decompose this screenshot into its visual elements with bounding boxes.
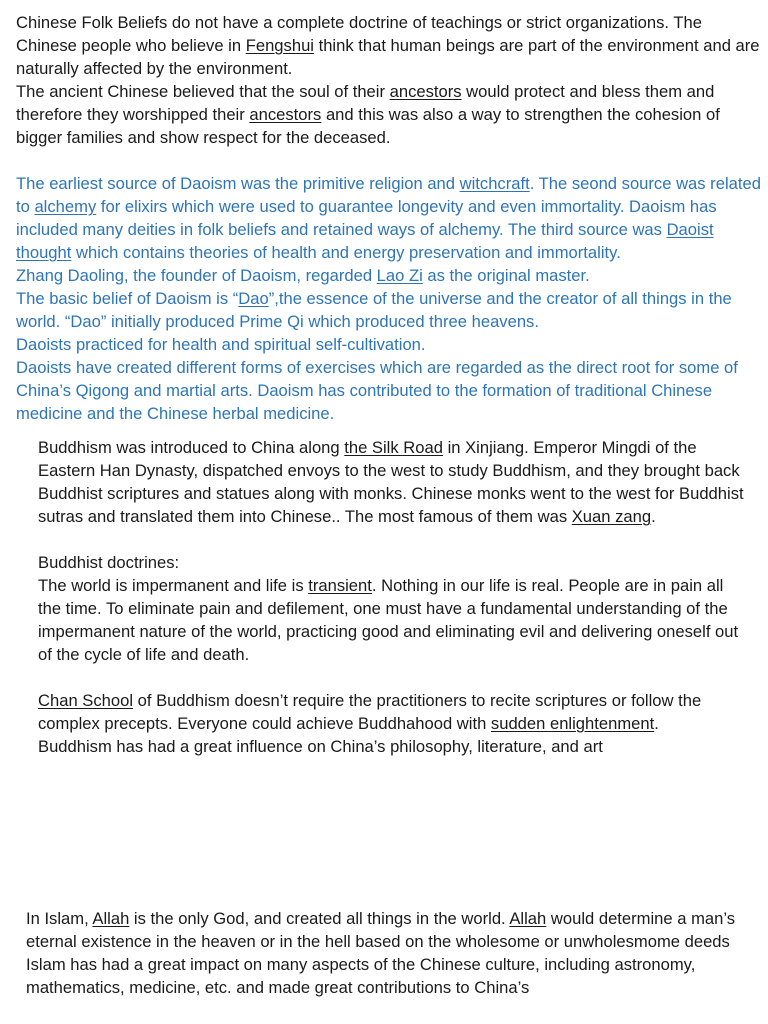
text-run: Zhang Daoling, the founder of Daoism, regarded [16, 266, 377, 285]
paragraph-gap [38, 528, 750, 551]
dao-link[interactable]: Dao [238, 289, 269, 308]
text-run: of Buddhism doesn’t require the practitioners to recite scriptures or follow the complex precepts. Everyone could achieve Buddhahood with [38, 691, 702, 733]
folk-beliefs-section [16, 11, 764, 149]
text-run: In Islam, [26, 909, 93, 928]
sudden-enlightenment-link[interactable]: sudden enlightenment [490, 714, 655, 733]
folk-paragraph-2 [16, 80, 764, 149]
text-run: . The seond source was related to [16, 174, 761, 216]
text-run: for elixirs which were used to guarantee longevity and even immortality. Daoism has included many deities in folk beliefs and retained ways of alchemy. The third source was [16, 197, 717, 239]
text-run: The world is impermanent and life is [38, 576, 309, 595]
buddhism-doctrines-heading: Buddhist doctrines: [38, 553, 180, 572]
alchemy-link[interactable]: alchemy [34, 197, 97, 216]
allah-link[interactable]: Allah [92, 909, 130, 928]
text-run: would protect and bless them and therefore they worshipped their [16, 82, 715, 124]
dao-paragraph-5: Daoists have created different forms of exercises which are regarded as the direct root for some of China’s Qigong and martial arts. Daoism has contributed to the formation of traditional Chinese medicine and the Chinese herbal medicine. [16, 358, 738, 423]
text-run: ”,the essence of the universe and the creator of all things in the world. “Dao” initially produced Prime Qi which produced three heavens. [16, 289, 732, 331]
text-run: think that human beings are part of the environment and are naturally affected by the environment. [16, 36, 760, 78]
text-run: is the only God, and created all things in the world. [129, 909, 510, 928]
text-run: would determine a man’s eternal existence in the heaven or in the hell based on the wholesome or unwholesmome deeds [26, 909, 736, 951]
daoism-section [16, 172, 766, 425]
chan-school-link[interactable]: Chan School [38, 691, 134, 710]
dao-paragraph-2 [16, 264, 766, 287]
text-run: as the original master. [422, 266, 590, 285]
dao-paragraph-3 [16, 287, 766, 333]
buddhism-section [38, 436, 750, 758]
text-run: . [651, 507, 656, 526]
text-run: The ancient Chinese believed that the soul of their [16, 82, 390, 101]
witchcraft-link[interactable]: witchcraft [459, 174, 530, 193]
text-run: which contains theories of health and energy preservation and immortality. [71, 243, 621, 262]
islam-paragraph-2: Islam has had a great impact on many aspects of the Chinese culture, including astronomy, mathematics, medicine, etc. and made great contributions to China’s [26, 955, 696, 997]
buddhism-paragraph-5: Buddhism has had a great influence on China’s philosophy, literature, and art [38, 737, 603, 756]
buddhism-paragraph-3 [38, 574, 750, 666]
buddhism-paragraph-1 [38, 436, 750, 528]
fengshui-link[interactable]: Fengshui [245, 36, 314, 55]
text-run: The basic belief of Daoism is “ [16, 289, 239, 308]
lao-zi-link[interactable]: Lao Zi [376, 266, 423, 285]
silk-road-link[interactable]: the Silk Road [344, 438, 443, 457]
dao-paragraph-4: Daoists practiced for health and spiritual self-cultivation. [16, 335, 426, 354]
text-run: in Xinjiang. Emperor Mingdi of the Eastern Han Dynasty, dispatched envoys to the west to study Buddhism, and they brought back Buddhist scriptures and statues along with monks. Chinese monks went to the west for Buddhist sutras and translated them into Chinese.. The most famous of them was [38, 438, 744, 526]
text-run: Chinese Folk Beliefs do not have a complete doctrine of teachings or strict organizations. The Chinese people who believe in [16, 13, 702, 55]
text-run: Buddhism was introduced to China along [38, 438, 345, 457]
ancestors-link[interactable]: ancestors [389, 82, 462, 101]
islam-section [26, 907, 746, 999]
islam-paragraph-1 [26, 907, 746, 953]
buddhism-paragraph-4 [38, 689, 750, 735]
ancestors-link[interactable]: ancestors [249, 105, 322, 124]
dao-paragraph-1 [16, 172, 766, 264]
text-run: and this was also a way to strengthen the cohesion of bigger families and show respect for the deceased. [16, 105, 720, 147]
xuan-zang-link[interactable]: Xuan zang [571, 507, 652, 526]
text-run: . Nothing in our life is real. People are in pain all the time. To eliminate pain and defilement, one must have a fundamental understanding of the impermanent nature of the world, practicing good and eliminating evil and delivering oneself out of the cycle of life and death. [38, 576, 739, 664]
allah-link[interactable]: Allah [509, 909, 547, 928]
text-run: . [654, 714, 659, 733]
paragraph-gap [38, 666, 750, 689]
transient-link[interactable]: transient [308, 576, 372, 595]
folk-paragraph-1 [16, 11, 764, 80]
text-run: The earliest source of Daoism was the primitive religion and [16, 174, 460, 193]
daoist-thought-link[interactable]: Daoist thought [16, 220, 714, 262]
